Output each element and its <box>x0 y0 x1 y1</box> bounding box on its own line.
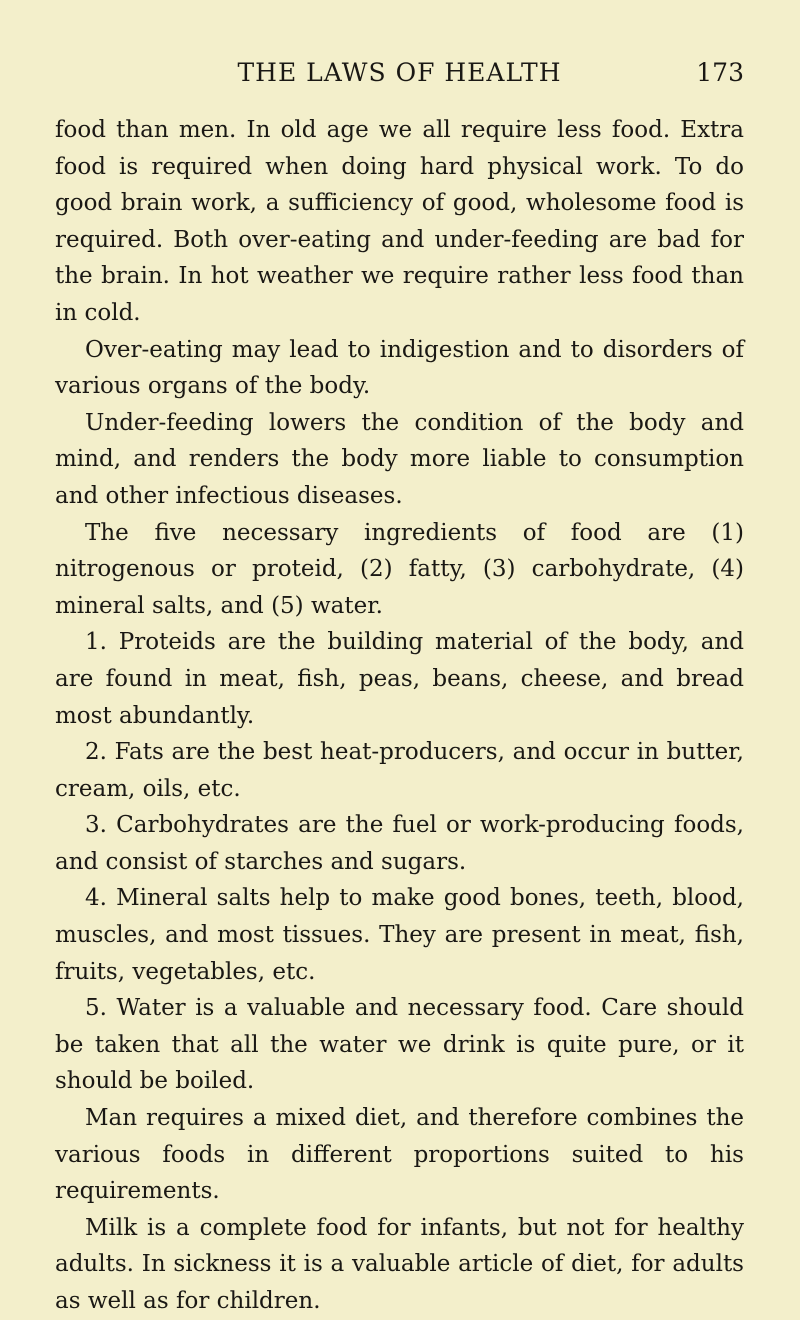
running-title: THE LAWS OF HEALTH <box>237 58 562 87</box>
paragraph-five-ingredients: The five necessary ingredients of food are (1) nitrogenous or proteid, (2) fatty, (3) carbohydrate, (4) mineral salts, and (5) water. <box>55 519 744 619</box>
paragraph-food-requirements: food than men. In old age we all require less food. Extra food is required when doing hard physical work. To do good brain work, a sufficiency of good, wholesome food is required. Both over-eating and under-feeding are bad for the brain. In hot weather we require rather less food than in cold. <box>55 117 744 326</box>
body-text <box>55 112 744 1320</box>
list-item-water: 5. Water is a valuable and necessary food. Care should be taken that all the water we drink is quite pure, or it should be boiled. <box>55 995 744 1095</box>
running-header <box>55 58 744 98</box>
paragraph-mixed-diet: Man requires a mixed diet, and therefore combines the various foods in different proportions suited to his requirements. <box>55 1105 744 1205</box>
list-item-carbohydrates: 3. Carbohydrates are the fuel or work-producing foods, and consist of starches and sugars. <box>55 812 744 875</box>
paragraph-under-feeding: Under-feeding lowers the condition of the body and mind, and renders the body more liable to consumption and other infectious diseases. <box>55 409 744 509</box>
list-item-fats: 2. Fats are the best heat-producers, and occur in butter, cream, oils, etc. <box>55 739 744 802</box>
page-number: 173 <box>696 58 744 87</box>
list-item-proteids: 1. Proteids are the building material of the body, and are found in meat, fish, peas, beans, cheese, and bread most abundantly. <box>55 629 744 729</box>
paragraph-milk: Milk is a complete food for infants, but not for healthy adults. In sickness it is a valuable article of diet, for adults as well as for children. <box>55 1214 744 1314</box>
paragraph-over-eating: Over-eating may lead to indigestion and to disorders of various organs of the body. <box>55 336 744 400</box>
list-item-mineral-salts: 4. Mineral salts help to make good bones, teeth, blood, muscles, and most tissues. They are present in meat, fish, fruits, vegetables, etc. <box>55 885 744 985</box>
